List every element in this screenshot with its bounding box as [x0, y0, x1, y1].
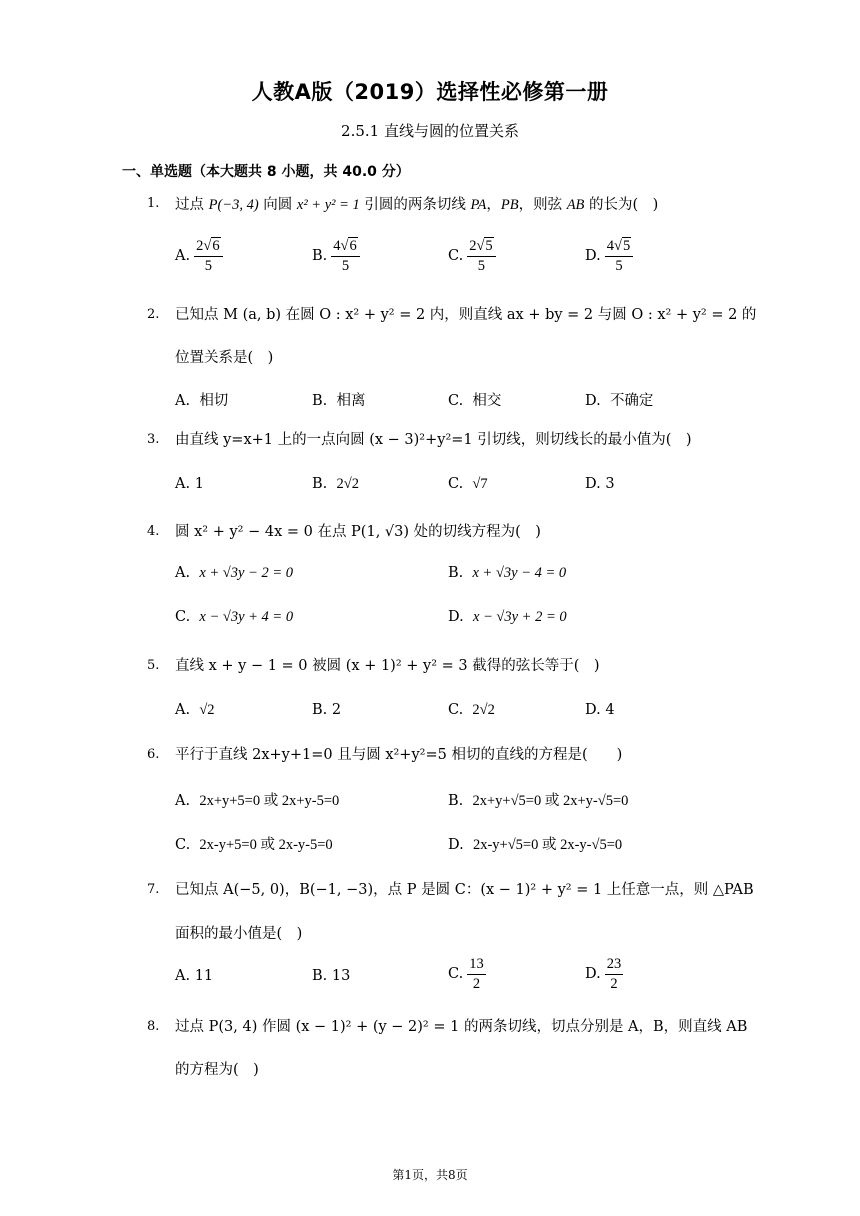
option-a: A. 相切	[175, 393, 229, 409]
option-c: C. x − √3y + 4 = 0	[175, 609, 294, 625]
question-number: 6.	[147, 747, 160, 762]
page-title: 人教A版（2019）选择性必修第一册	[251, 80, 609, 104]
option-d: D. 4	[585, 702, 615, 718]
question-text: 过点 P(−3, 4) 向圆 x² + y² = 1 引圆的两条切线 PA，PB，则弦 AB 的长为( )	[175, 197, 659, 213]
option-d: D. x − √3y + 2 = 0	[448, 609, 567, 625]
fraction: $\frac{4√6}{5}$	[331, 237, 359, 275]
question-number: 1.	[147, 196, 160, 211]
option-a: A. √2	[175, 702, 215, 718]
option-d: D. 2x-y+√5=0 或 2x-y-√5=0	[448, 837, 623, 853]
option-d: D. 3	[585, 476, 615, 492]
fraction: $\frac{4√5}{5}$	[605, 237, 633, 275]
question-text: 平行于直线 2x+y+1=0 且与圆 x²+y²=5 相切的直线的方程是( )	[175, 747, 623, 763]
option-b: B. 相离	[312, 393, 366, 409]
question-text: 圆 x² + y² − 4x = 0 在点 P(1, √3) 处的切线方程为( )	[175, 524, 541, 540]
option-d: D. $\frac{4√5}{5}$	[585, 237, 633, 275]
question-text-line-1: 已知点 M (a, b) 在圆 O : x² + y² = 2 内，则直线 ax + by = 2 与圆 O : x² + y² = 2 的	[175, 307, 757, 323]
option-c: C. √7	[448, 476, 488, 492]
option-b: B. 13	[312, 968, 351, 984]
question-text: 直线 x + y − 1 = 0 被圆 (x + 1)² + y² = 3 截得的弦长等于( )	[175, 658, 600, 674]
page-footer: 第1页，共8页	[392, 1168, 468, 1182]
question-number: 4.	[147, 524, 160, 539]
section-heading: 一、单选题（本大题共 8 小题，共 40.0 分）	[122, 164, 410, 180]
option-c: C. $\frac{2√5}{5}$	[448, 237, 496, 275]
fraction: $\frac{2√5}{5}$	[467, 237, 495, 275]
option-b: B. 2	[312, 702, 342, 718]
option-b: B. 2x+y+√5=0 或 2x+y-√5=0	[448, 793, 629, 809]
question-text-line-2: 面积的最小值是( )	[175, 926, 303, 942]
option-a: A. x + √3y − 2 = 0	[175, 565, 293, 581]
question-number: 5.	[147, 658, 160, 673]
question-number: 3.	[147, 432, 160, 447]
question-text-line-2: 的方程为( )	[175, 1062, 259, 1078]
option-a: A. 2x+y+5=0 或 2x+y-5=0	[175, 793, 340, 809]
option-c: C. 相交	[448, 393, 502, 409]
fraction: $\frac{13}{2}$	[469, 956, 484, 992]
option-a: A. 1	[175, 476, 204, 492]
option-c: C. $\frac{13}{2}$	[448, 956, 484, 992]
fraction: $\frac{2√6}{5}$	[194, 237, 222, 275]
option-b: B. x + √3y − 4 = 0	[448, 565, 567, 581]
option-c: C. 2x-y+5=0 或 2x-y-5=0	[175, 837, 333, 853]
option-b: B. $\frac{4√6}{5}$	[312, 237, 360, 275]
fraction: $\frac{23}{2}$	[606, 956, 622, 992]
question-text: 由直线 y=x+1 上的一点向圆 (x − 3)²+y²=1 引切线，则切线长的最小值为( )	[175, 432, 692, 448]
question-number: 8.	[147, 1019, 160, 1034]
question-number: 7.	[147, 882, 160, 897]
option-a: A. $\frac{2√6}{5}$	[175, 237, 223, 275]
option-a: A. 11	[175, 968, 214, 984]
option-d: D. 不确定	[585, 393, 654, 409]
option-c: C. 2√2	[448, 702, 495, 718]
question-text-line-1: 已知点 A(−5, 0)，B(−1, −3)，点 P 是圆 C：(x − 1)² + y² = 1 上任意一点，则 △PAB	[175, 882, 754, 898]
question-text-line-2: 位置关系是( )	[175, 350, 274, 366]
option-d: D. $\frac{23}{2}$	[585, 956, 622, 992]
question-number: 2.	[147, 307, 160, 322]
question-text-line-1: 过点 P(3, 4) 作圆 (x − 1)² + (y − 2)² = 1 的两条切线，切点分别是 A，B，则直线 AB	[175, 1019, 748, 1035]
option-b: B. 2√2	[312, 476, 359, 492]
page-subtitle: 2.5.1 直线与圆的位置关系	[341, 122, 519, 140]
